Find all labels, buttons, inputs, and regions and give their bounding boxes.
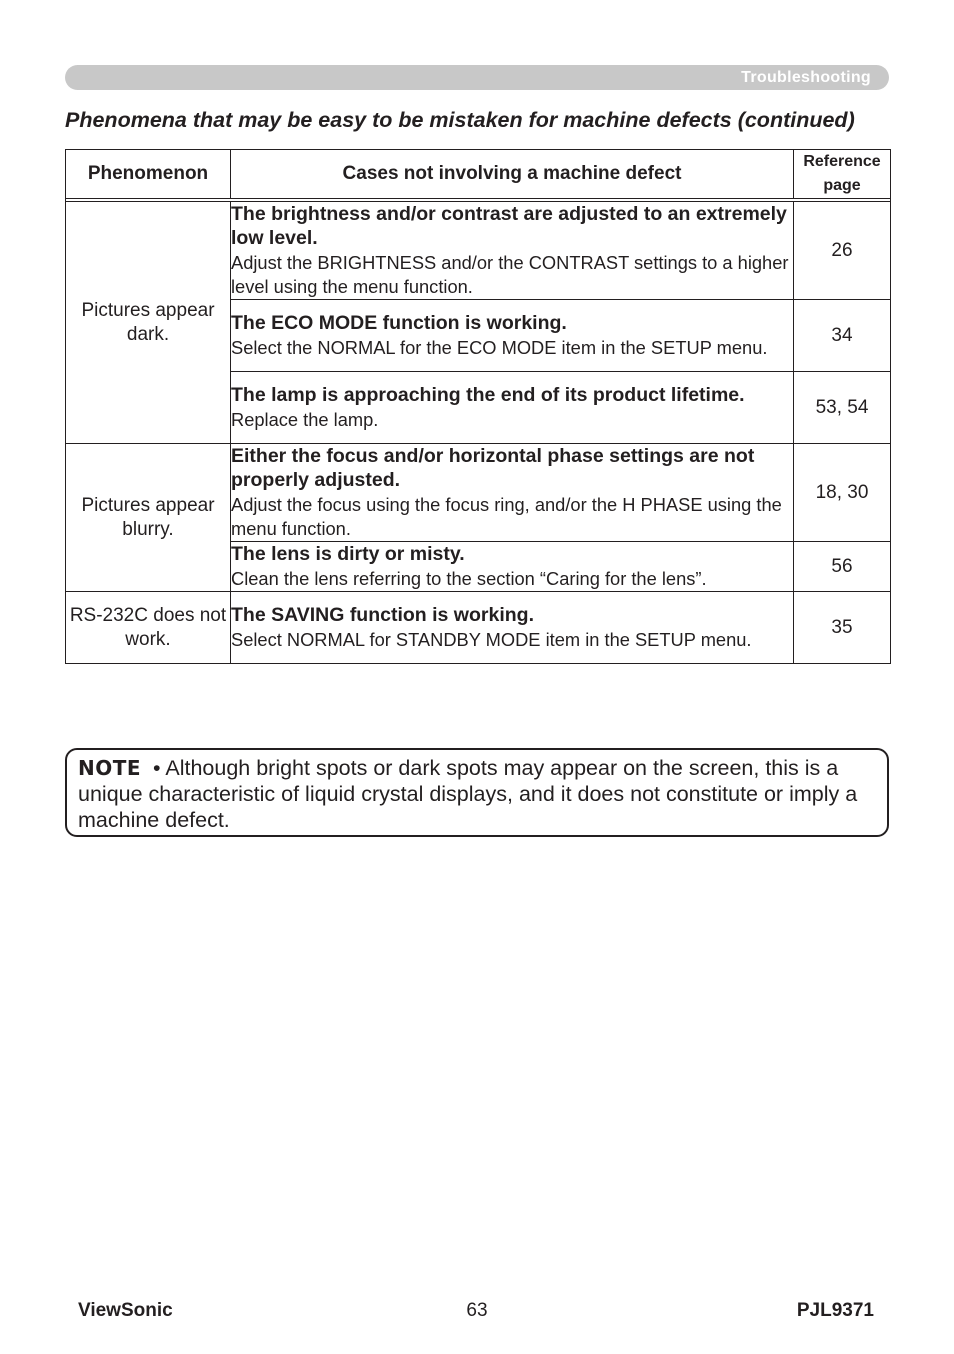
reference-cell: 34 <box>794 300 891 372</box>
note-label: NOTE <box>78 756 142 780</box>
case-cell <box>231 444 794 542</box>
case-title: Either the focus and/or horizontal phase settings are not properly adjusted. <box>231 445 755 491</box>
case-description: Select the NORMAL for the ECO MODE item in the SETUP menu. <box>231 337 768 358</box>
header-reference-line2: page <box>823 177 861 194</box>
case-title: The SAVING function is working. <box>231 604 534 626</box>
case-title: The lamp is approaching the end of its product lifetime. <box>231 384 745 406</box>
case-description: Replace the lamp. <box>231 409 379 430</box>
reference-cell: 26 <box>794 202 891 300</box>
troubleshooting-table <box>65 149 891 664</box>
header-phenomenon: Phenomenon <box>66 150 231 199</box>
note-content <box>78 755 878 833</box>
case-cell <box>231 542 794 592</box>
case-title: The brightness and/or contrast are adjusted to an extremely low level. <box>231 203 787 249</box>
reference-cell: 18, 30 <box>794 444 891 542</box>
table-header-row <box>66 150 891 199</box>
section-header-label: Troubleshooting <box>741 69 871 86</box>
case-description: Clean the lens referring to the section “Caring for the lens”. <box>231 568 707 589</box>
case-description: Adjust the focus using the focus ring, and/or the H PHASE using the menu function. <box>231 494 782 539</box>
case-description: Select NORMAL for STANDBY MODE item in the SETUP menu. <box>231 629 752 650</box>
case-cell <box>231 372 794 444</box>
page-title: Phenomena that may be easy to be mistaken for machine defects (continued) <box>65 108 855 132</box>
case-description: Adjust the BRIGHTNESS and/or the CONTRAST settings to a higher level using the menu function. <box>231 252 789 297</box>
table-row <box>66 202 891 300</box>
reference-cell: 53, 54 <box>794 372 891 444</box>
header-cases: Cases not involving a machine defect <box>231 150 794 199</box>
phenomenon-cell: Pictures appear dark. <box>66 202 231 444</box>
table-row <box>66 444 891 542</box>
footer-model: PJL9371 <box>796 1300 874 1321</box>
header-reference <box>794 150 891 199</box>
note-box <box>65 748 889 837</box>
header-reference-line1: Reference <box>803 153 881 170</box>
section-header-bar <box>65 65 889 90</box>
case-title: The lens is dirty or misty. <box>231 543 465 565</box>
phenomenon-cell: RS-232C does not work. <box>66 592 231 664</box>
phenomenon-cell: Pictures appear blurry. <box>66 444 231 592</box>
table-row <box>66 592 891 664</box>
case-title: The ECO MODE function is working. <box>231 312 567 334</box>
footer-page-number: 63 <box>466 1300 488 1321</box>
footer-brand: ViewSonic <box>78 1300 173 1321</box>
reference-cell: 35 <box>794 592 891 664</box>
note-text: • Although bright spots or dark spots may appear on the screen, this is a unique characteristic of liquid crystal displays, and it does not constitute or imply a machine defect. <box>78 756 858 832</box>
case-cell <box>231 300 794 372</box>
case-cell <box>231 592 794 664</box>
case-cell <box>231 202 794 300</box>
reference-cell: 56 <box>794 542 891 592</box>
